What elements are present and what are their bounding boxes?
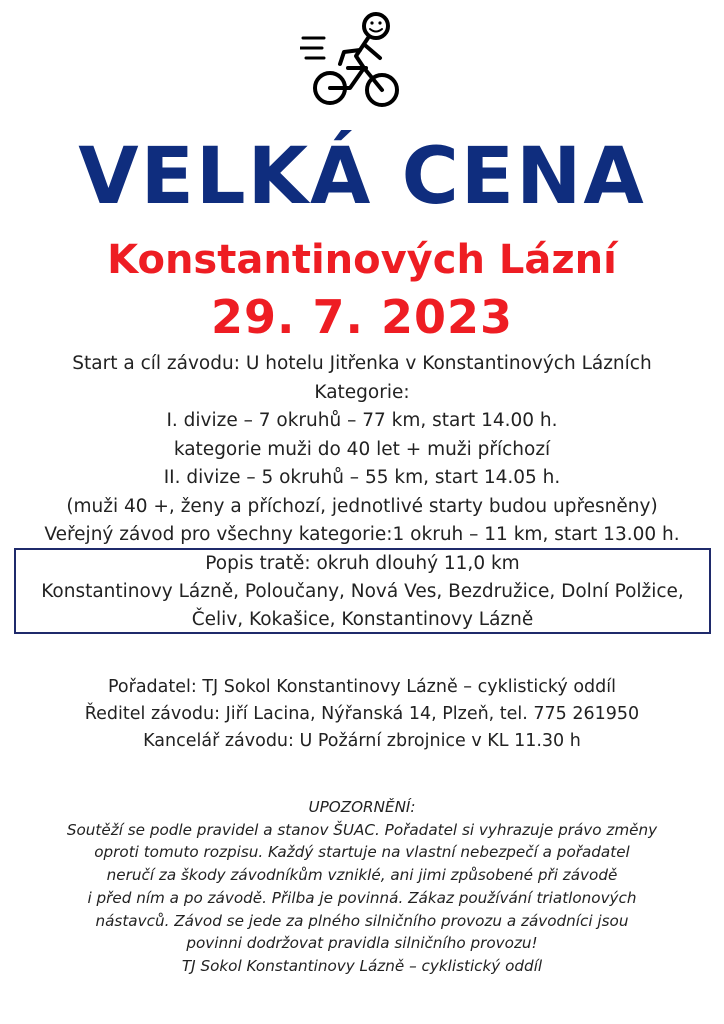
warning-line: Soutěží se podle pravidel a stanov ŠUAC. Pořadatel si vyhrazuje právo změny (66, 820, 658, 839)
warning-line: oproti tomuto rozpisu. Každý startuje na vlastní nebezpečí a pořadatel (94, 843, 630, 862)
division-1-categories: kategorie muži do 40 let + muži příchozí (173, 438, 551, 460)
warning-line: nástavců. Závod se jede za plného silničního provozu a závodníci jsou (95, 911, 629, 930)
organizer-info (0, 674, 724, 755)
division-1-line: I. divize – 7 okruhů – 77 km, start 14.00 h. (166, 410, 558, 431)
route-heading: Popis tratě: okruh dlouhý 11,0 km (205, 553, 520, 574)
public-race-line: Veřejný závod pro všechny kategorie:1 okruh – 11 km, start 13.00 h. (44, 524, 680, 545)
route-places-1: Konstantinovy Lázně, Poloučany, Nová Ves, Bezdružice, Dolní Polžice, (41, 581, 684, 602)
division-2-line: II. divize – 5 okruhů – 55 km, start 14.05 h. (163, 467, 561, 488)
categories-heading: Kategorie: (314, 381, 410, 403)
route-places-2: Čeliv, Kokašice, Konstantinovy Lázně (191, 609, 534, 630)
race-info (0, 350, 724, 550)
warning-notice (0, 796, 724, 978)
route-box (14, 548, 711, 634)
organizer-line: Pořadatel: TJ Sokol Konstantinovy Lázně – cyklistický oddíl (108, 677, 616, 697)
poster-title: VELKÁ CENA (78, 132, 646, 222)
warning-line: i před ním a po závodě. Přilba je povinná. Zákaz používání triatlonových (87, 888, 637, 907)
division-2-categories: (muži 40 +, ženy a příchozí, jednotlivé starty budou upřesněny) (66, 495, 658, 517)
poster-subtitle: Konstantinových Lázní (107, 237, 617, 283)
start-finish-line: Start a cíl závodu: U hotelu Jitřenka v Konstantinových Lázních (72, 353, 652, 374)
warning-signature: TJ Sokol Konstantinovy Lázně – cyklistický oddíl (181, 956, 543, 975)
warning-line: povinni dodržovat pravidla silničního provozu! (186, 934, 538, 953)
warning-heading: UPOZORNĚNÍ: (308, 798, 416, 816)
race-date: 29. 7. 2023 (210, 290, 514, 344)
director-line: Ředitel závodu: Jiří Lacina, Nýřanská 14, Plzeň, tel. 775 261950 (84, 704, 640, 724)
warning-line: neručí za škody závodníkům vzniklé, ani jimi způsobené při závodě (106, 866, 618, 885)
cyclist-icon (300, 8, 406, 116)
office-line: Kancelář závodu: U Požární zbrojnice v KL 11.30 h (143, 731, 581, 751)
